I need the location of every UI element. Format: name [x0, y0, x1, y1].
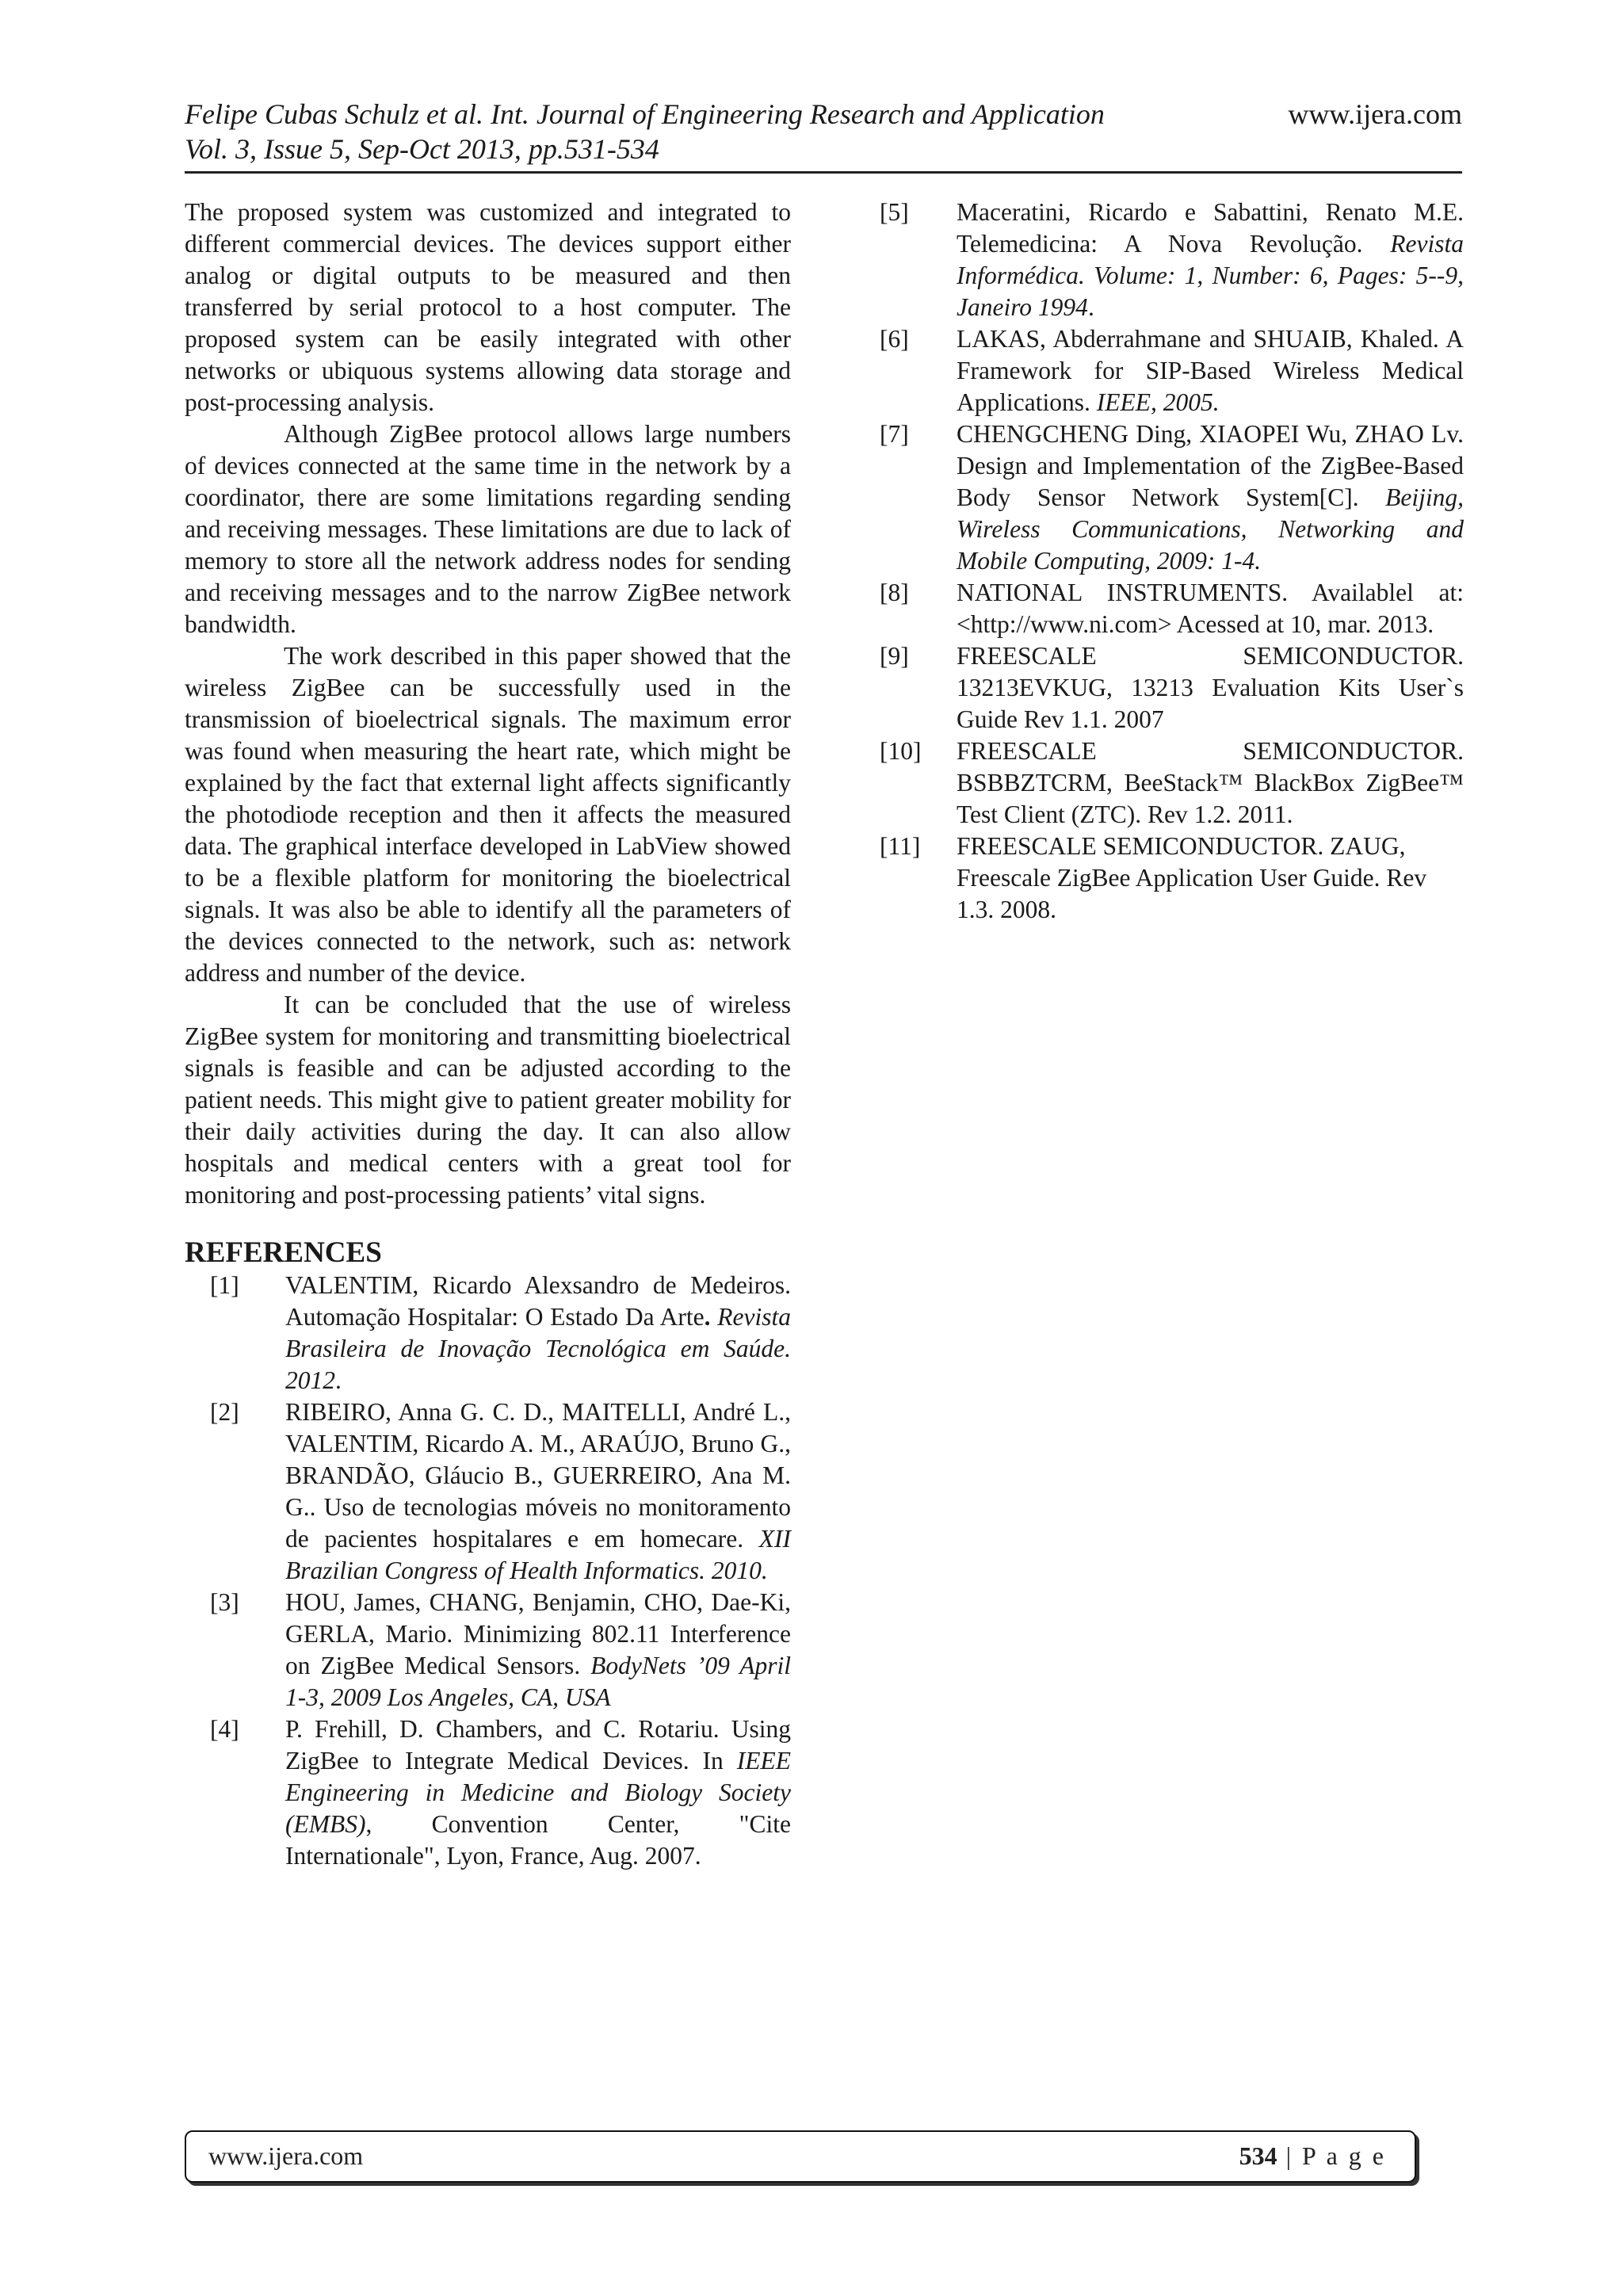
- body-paragraph-4: It can be concluded that the use of wireless ZigBee system for monitoring and transmitting bioelectrical signals is feasible and can be adjusted according to the patient needs. This might give to patient greater mobility for their daily activities during the day. It can also allow hospitals and medical centers with a great tool for monitoring and post-processing patients’ vital signs.: [185, 991, 791, 1209]
- reference-text: VALENTIM, Ricardo Alexsandro de Medeiros. Automação Hospitalar: O Estado Da Arte. Revista Brasileira de Inovação Tecnológica em Saúde. 2012.: [285, 1271, 791, 1394]
- reference-text: FREESCALE SEMICONDUCTOR. ZAUG, Freescale ZigBee Application User Guide. Rev 1.3. 2008.: [957, 832, 1427, 923]
- right-column: [880, 197, 1464, 926]
- reference-item: [185, 1396, 791, 1587]
- reference-item: [880, 640, 1464, 735]
- reference-number: [10]: [880, 737, 922, 765]
- running-header: [185, 97, 1462, 166]
- header-divider: [185, 171, 1462, 174]
- page-number: 534: [1239, 2141, 1277, 2170]
- reference-text: Maceratini, Ricardo e Sabattini, Renato M.E. Telemedicina: A Nova Revolução. Revista Informédica. Volume: 1, Number: 6, Pages: 5--9, Janeiro 1994.: [957, 198, 1464, 321]
- reference-text: P. Frehill, D. Chambers, and C. Rotariu. Using ZigBee to Integrate Medical Devices. In IEEE Engineering in Medicine and Biology Society (EMBS), Convention Center, "Cite Internationale", Lyon, France, Aug. 2007.: [285, 1715, 792, 1870]
- reference-text: LAKAS, Abderrahmane and SHUAIB, Khaled. A Framework for SIP-Based Wireless Medical Applications. IEEE, 2005.: [957, 325, 1464, 416]
- reference-number: [5]: [880, 198, 909, 226]
- journal-citation: Felipe Cubas Schulz et al. Int. Journal of Engineering Research and Application: [185, 98, 1105, 130]
- references-heading: REFERENCES: [185, 1236, 382, 1269]
- reference-text: RIBEIRO, Anna G. C. D., MAITELLI, André L., VALENTIM, Ricardo A. M., ARAÚJO, Bruno G., BRANDÃO, Gláucio B., GUERREIRO, Ana M. G.. Uso de tecnologias móveis no monitoramento de pacientes hospitalares e em homecare. XII Brazilian Congress of Health Informatics. 2010.: [285, 1398, 791, 1584]
- reference-item: [185, 1270, 791, 1396]
- body-paragraph-2: Although ZigBee protocol allows large numbers of devices connected at the same time in the network by a coordinator, there are some limitations regarding sending and receiving messages. These limitations are due to lack of memory to store all the network address nodes for sending and receiving messages and to the narrow ZigBee network bandwidth.: [185, 420, 791, 638]
- header-website: www.ijera.com: [1288, 98, 1462, 130]
- reference-number: [6]: [880, 325, 909, 353]
- reference-item: [185, 1587, 791, 1713]
- footer-website: www.ijera.com: [208, 2141, 364, 2170]
- reference-number: [11]: [880, 832, 921, 860]
- reference-number: [4]: [210, 1715, 239, 1743]
- reference-number: [2]: [210, 1398, 239, 1426]
- page-footer: [185, 2130, 1416, 2183]
- reference-item: [880, 577, 1464, 640]
- reference-number: [8]: [880, 579, 909, 606]
- reference-text: CHENGCHENG Ding, XIAOPEI Wu, ZHAO Lv. Design and Implementation of the ZigBee-Based Body Sensor Network System[C]. Beijing, Wireless Communications, Networking and Mobile Computing, 2009: 1-4.: [957, 420, 1465, 575]
- reference-item: [880, 323, 1464, 418]
- reference-number: [9]: [880, 642, 909, 670]
- reference-number: [1]: [210, 1271, 239, 1299]
- left-column: [185, 197, 791, 1872]
- reference-text: HOU, James, CHANG, Benjamin, CHO, Dae-Ki, GERLA, Mario. Minimizing 802.11 Interference on ZigBee Medical Sensors. BodyNets ’09 April 1-3, 2009 Los Angeles, CA, USA: [285, 1588, 791, 1711]
- page-number-label: [1239, 2141, 1386, 2171]
- reference-item: [880, 197, 1464, 323]
- reference-text: FREESCALE SEMICONDUCTOR. BSBBZTCRM, BeeStack™ BlackBox ZigBee™ Test Client (ZTC). Rev 1.2. 2011.: [957, 737, 1464, 828]
- reference-item: [880, 418, 1464, 577]
- reference-number: [7]: [880, 420, 909, 448]
- page-suffix: | P a g e: [1277, 2141, 1386, 2170]
- reference-item: [880, 735, 1464, 831]
- reference-item: [880, 831, 1464, 926]
- reference-item: [185, 1713, 791, 1872]
- body-paragraph-3: The work described in this paper showed that the wireless ZigBee can be successfully used in the transmission of bioelectrical signals. The maximum error was found when measuring the heart rate, which might be explained by the fact that external light affects significantly the photodiode reception and then it affects the measured data. The graphical interface developed in LabView showed to be a flexible platform for monitoring the bioelectrical signals. It was also be able to identify all the parameters of the devices connected to the network, such as: network address and number of the device.: [185, 642, 791, 987]
- issue-info: Vol. 3, Issue 5, Sep-Oct 2013, pp.531-534: [185, 133, 659, 165]
- reference-text: NATIONAL INSTRUMENTS. Availablel at: <http://www.ni.com> Acessed at 10, mar. 2013.: [957, 579, 1464, 638]
- reference-text: FREESCALE SEMICONDUCTOR. 13213EVKUG, 13213 Evaluation Kits User`s Guide Rev 1.1. 2007: [957, 642, 1464, 733]
- body-paragraph-1: The proposed system was customized and integrated to different commercial devices. The devices support either analog or digital outputs to be measured and then transferred by serial protocol to a host computer. The proposed system can be easily integrated with other networks or ubiquous systems allowing data storage and post-processing analysis.: [185, 198, 791, 416]
- reference-number: [3]: [210, 1588, 239, 1616]
